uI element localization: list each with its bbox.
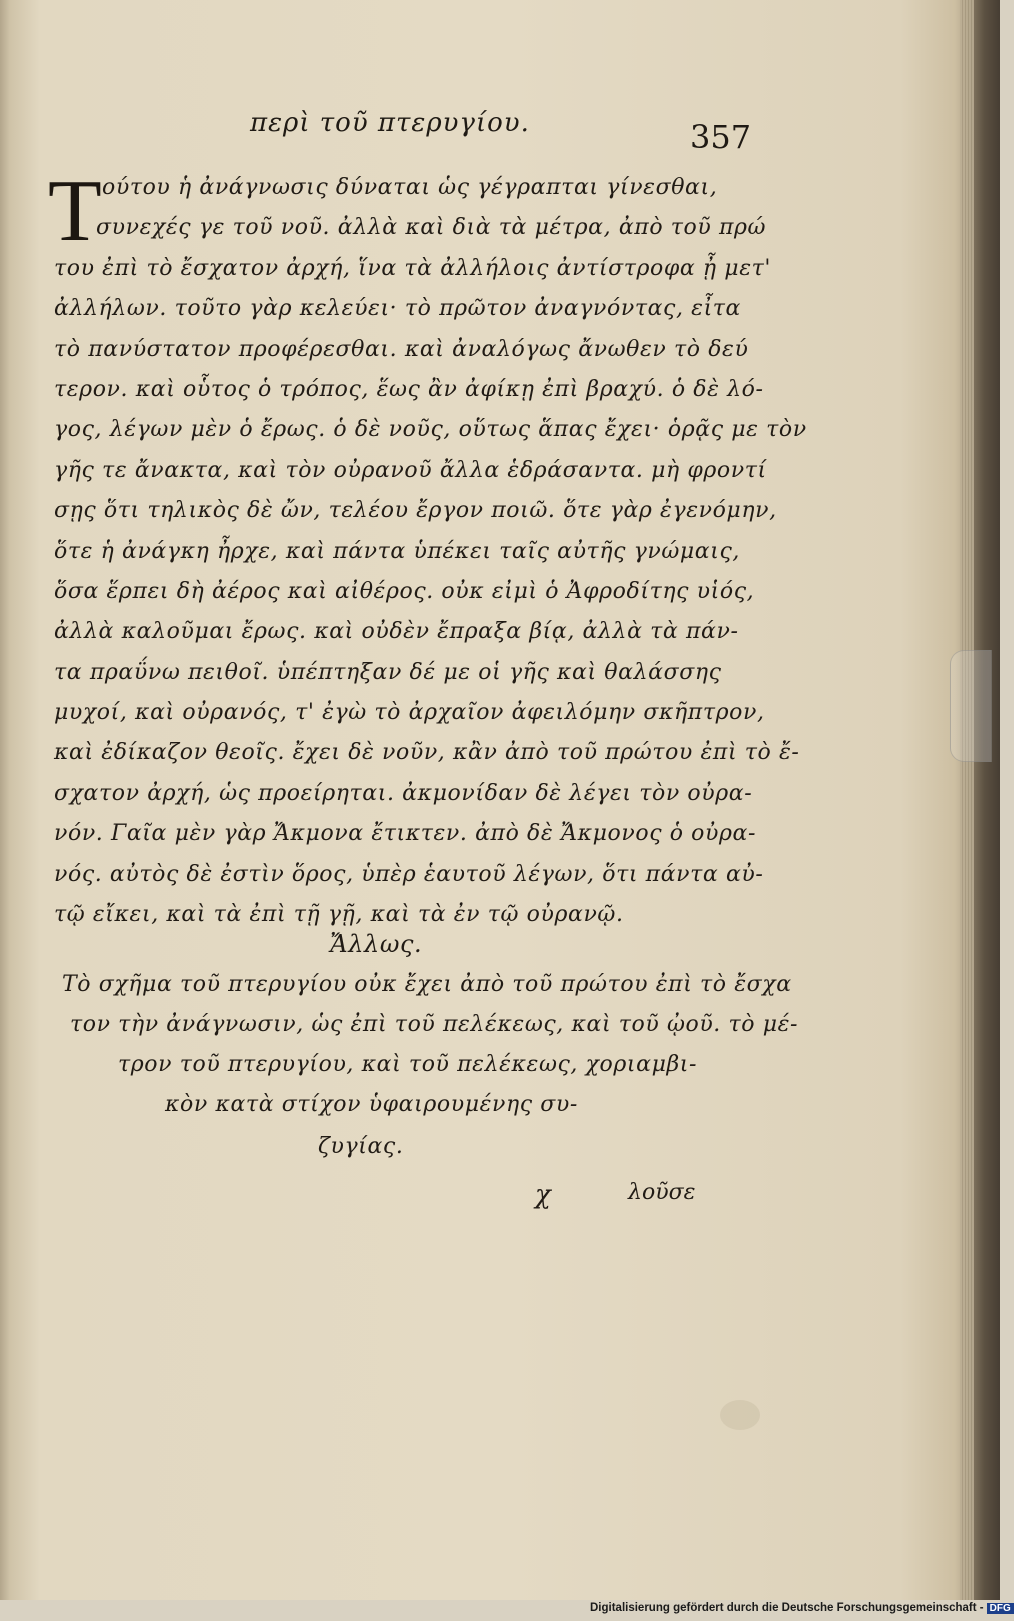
dfg-logo: DFG xyxy=(987,1603,1014,1614)
text-line: τερον. καὶ οὗτος ὁ τρόπος, ἕως ἂν ἀφίκῃ ἐπὶ βραχύ. ὁ δὲ λό- xyxy=(54,376,764,402)
text-line: ὅσα ἕρπει δὴ ἀέρος καὶ αἰθέρος. οὐκ εἰμὶ ὁ Ἀφροδίτης υἱός, xyxy=(54,578,755,604)
text-line: ούτου ἡ ἀνάγνωσις δύναται ὡς γέγραπται γίνεσθαι, xyxy=(102,175,718,200)
section-line: Τὸ σχῆμα τοῦ πτερυγίου οὐκ ἔχει ἀπὸ τοῦ πρώτου ἐπὶ τὸ ἔσχα xyxy=(62,972,792,997)
text-line: συνεχές γε τοῦ νοῦ. ἀλλὰ καὶ διὰ τὰ μέτρα, ἀπὸ τοῦ πρώ xyxy=(96,215,767,241)
catchword: λοῦσε xyxy=(628,1180,696,1205)
section-title: Ἄλλως. xyxy=(330,930,423,958)
drop-cap-initial: T xyxy=(48,163,102,260)
digitization-credit xyxy=(590,1602,1014,1614)
page-clip xyxy=(950,650,992,762)
book-edge-shadow xyxy=(974,0,1000,1600)
credit-text: Digitalisierung gefördert durch die Deutsche Forschungsgemeinschaft - xyxy=(590,1602,984,1614)
section-line: τρον τοῦ πτερυγίου, καὶ τοῦ πελέκεως, χοριαμβι- xyxy=(118,1052,698,1077)
page-edges xyxy=(960,0,974,1600)
text-line: νός. αὐτὸς δὲ ἐστὶν ὅρος, ὑπὲρ ἑαυτοῦ λέγων, ὅτι πάντα αὐ- xyxy=(54,861,764,887)
paper-stain xyxy=(720,1400,760,1430)
signature-mark: χ xyxy=(535,1180,551,1210)
main-text-block xyxy=(54,168,807,935)
text-line: γῆς τε ἄνακτα, καὶ τὸν οὐρανοῦ ἄλλα ἑδράσαντα. μὴ φροντί xyxy=(54,457,767,483)
section-line: κὸν κατὰ στίχον ὑφαιρουμένης συ- xyxy=(165,1092,578,1117)
section-line: τον τὴν ἀνάγνωσιν, ὡς ἐπὶ τοῦ πελέκεως, καὶ τοῦ ᾠοῦ. τὸ μέ- xyxy=(70,1012,799,1037)
text-line: σῃς ὅτι τηλικὸς δὲ ὤν, τελέου ἔργον ποιῶ. ὅτε γὰρ ἐγενόμην, xyxy=(54,498,777,524)
text-line: ὅτε ἡ ἀνάγκη ἦρχε, καὶ πάντα ὑπέκει ταῖς αὐτῆς γνώμαις, xyxy=(54,538,740,564)
running-head: περὶ τοῦ πτερυγίου. xyxy=(250,108,530,138)
text-line: καὶ ἐδίκαζον θεοῖς. ἔχει δὲ νοῦν, κἂν ἀπὸ τοῦ πρώτου ἐπὶ τὸ ἔ- xyxy=(54,740,800,766)
section-line: ζυγίας. xyxy=(318,1134,404,1159)
page-number: 357 xyxy=(690,118,752,156)
text-line: νόν. Γαῖα μὲν γὰρ Ἄκμονα ἔτικτεν. ἀπὸ δὲ Ἄκμονος ὁ οὐρα- xyxy=(54,821,757,847)
text-line: μυχοί, καὶ οὐρανός, τ' ἐγὼ τὸ ἀρχαῖον ἀφειλόμην σκῆπτρον, xyxy=(54,700,765,726)
text-line: τα πραΰνω πειθοῖ. ὑπέπτηξαν δέ με οἱ γῆς καὶ θαλάσσης xyxy=(54,659,722,685)
text-line: γος, λέγων μὲν ὁ ἔρως. ὁ δὲ νοῦς, οὕτως ἅπας ἔχει· ὁρᾷς με τὸν xyxy=(54,417,807,443)
text-line: τὸ πανύστατον προφέρεσθαι. καὶ ἀναλόγως ἄνωθεν τὸ δεύ xyxy=(54,336,749,362)
text-line: του ἐπὶ τὸ ἔσχατον ἀρχή, ἵνα τὰ ἀλλήλοις ἀντίστροφα ᾖ μετ' xyxy=(54,255,772,281)
text-line: ἀλλήλων. τοῦτο γὰρ κελεύει· τὸ πρῶτον ἀναγνόντας, εἶτα xyxy=(54,296,742,322)
text-line: τῷ εἴκει, καὶ τὰ ἐπὶ τῇ γῇ, καὶ τὰ ἐν τῷ οὐρανῷ. xyxy=(54,902,624,928)
text-line: σχατον ἀρχή, ὡς προείρηται. ἀκμονίδαν δὲ λέγει τὸν οὐρα- xyxy=(54,780,753,806)
text-line: ἀλλὰ καλοῦμαι ἔρως. καὶ οὐδὲν ἔπραξα βίᾳ, ἀλλὰ τὰ πάν- xyxy=(54,619,739,645)
